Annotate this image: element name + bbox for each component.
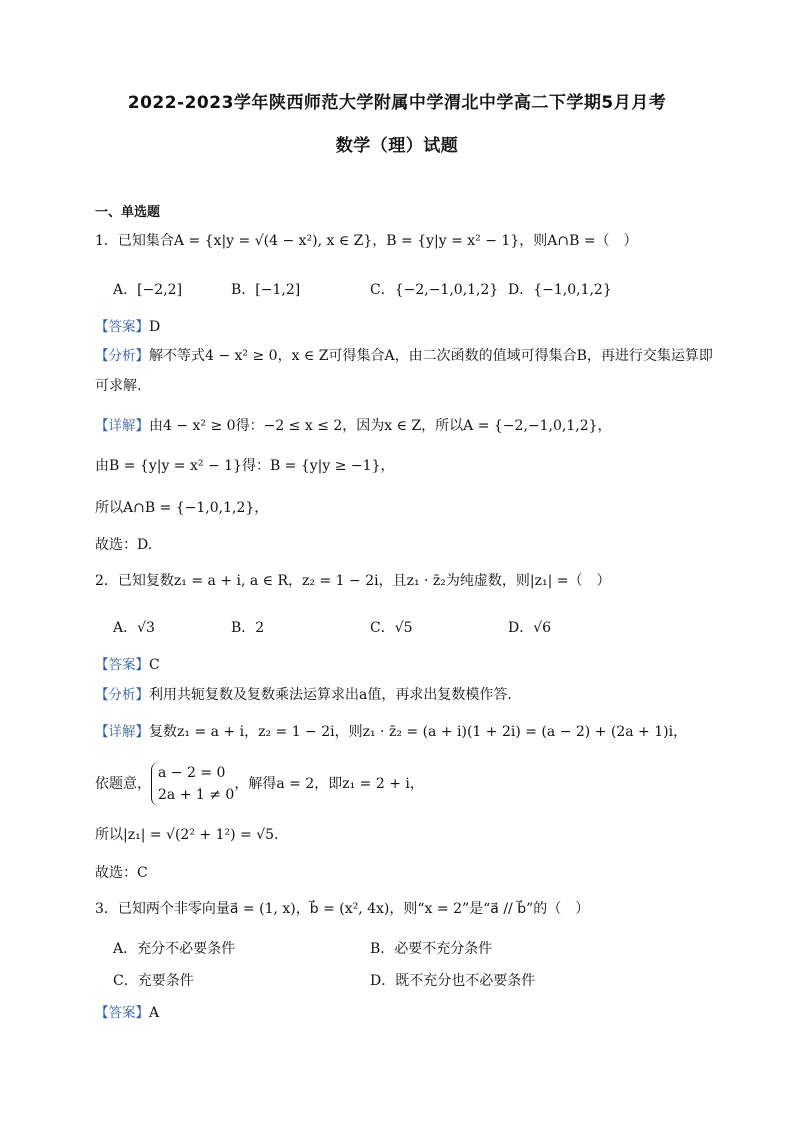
- q2-analysis-line: [95, 685, 735, 705]
- answer-tag: 【答案】: [95, 1005, 149, 1021]
- q3-answer: A: [149, 1005, 160, 1021]
- q1-answer: D: [149, 319, 161, 335]
- q1-analysis-cont: 可求解.: [95, 378, 142, 394]
- q3-stem: 3．已知两个非零向量a⃗ = (1, x)，b⃗ = (x², 4x)，则“x = 2”是“a⃗ // b⃗”的（ ）: [95, 901, 590, 917]
- q2-detail-line4: 故选：C: [95, 865, 148, 881]
- q1-detail-line2: 由B = {y|y = x² − 1}得：B = {y|y ≥ −1}，: [95, 458, 395, 474]
- q2-system-eq2: 2a + 1 ≠ 0: [158, 787, 235, 803]
- q2-analysis: 利用共轭复数及复数乘法运算求出a值，再求出复数模作答.: [149, 687, 512, 703]
- q2-detail-line3: 所以|z₁| = √(2² + 1²) = √5.: [95, 827, 279, 843]
- document-subtitle: 数学（理）试题: [335, 136, 459, 156]
- q1-option-d: D．{−1,0,1,2}: [508, 282, 612, 298]
- q1-stem: 1．已知集合A = {x|y = √(4 − x²), x ∈ Z}，B = {y|y = x² − 1}，则A∩B =（ ）: [95, 233, 638, 249]
- q1-option-c: C．{−2,−1,0,1,2}: [370, 282, 499, 298]
- q1-answer-line: [95, 317, 735, 337]
- q2-answer-line: [95, 655, 735, 675]
- q1-option-a: A．[−2,2]: [113, 282, 183, 298]
- q1-detail-line4: 故选：D.: [95, 537, 153, 553]
- q1-option-b: B．[−1,2]: [231, 282, 301, 298]
- q2-option-c: C．√5: [370, 620, 413, 636]
- q2-option-b: B．2: [231, 620, 265, 636]
- analysis-tag: 【分析】: [95, 687, 149, 703]
- answer-tag: 【答案】: [95, 657, 149, 673]
- q1-detail-line3: 所以A∩B = {−1,0,1,2}，: [95, 500, 269, 516]
- analysis-tag: 【分析】: [95, 348, 149, 364]
- q2-detail-line1: [95, 722, 735, 742]
- q1-detail1: 由4 − x² ≥ 0得：−2 ≤ x ≤ 2，因为x ∈ Z，所以A = {−2,−1,0,1,2}，: [149, 418, 612, 434]
- q2-system-eq1: a − 2 = 0: [158, 765, 226, 781]
- q2-stem: 2．已知复数z₁ = a + i, a ∈ R，z₂ = 1 − 2i，且z₁ · z̄₂为纯虚数，则|z₁| =（ ）: [95, 573, 611, 589]
- q1-analysis: 解不等式4 − x² ≥ 0，x ∈ Z可得集合A，由二次函数的值域可得集合B，再进行交集运算即: [149, 348, 713, 364]
- q2-option-a: A．√3: [113, 620, 155, 636]
- q2-detail-line2: [95, 762, 735, 806]
- q3-answer-line: [95, 1003, 735, 1023]
- document-title: 2022-2023学年陕西师范大学附属中学渭北中学高二下学期5月月考: [127, 93, 667, 113]
- q2-option-d: D．√6: [508, 620, 552, 636]
- q1-detail-line1: [95, 416, 735, 436]
- q2-detail1: 复数z₁ = a + i，z₂ = 1 − 2i，则z₁ · z̄₂ = (a + i)(1 + 2i) = (a − 2) + (2a + 1)i，: [149, 724, 688, 740]
- q2-answer: C: [149, 657, 160, 673]
- q2-detail2-post: ，解得a = 2，即z₁ = 2 + i，: [234, 776, 424, 792]
- section-heading: 一、单选题: [95, 205, 161, 220]
- q1-analysis-line: [95, 346, 735, 366]
- q3-option-a: A．充分不必要条件: [113, 941, 236, 957]
- detail-tag: 【详解】: [95, 724, 149, 740]
- equation-system: [151, 762, 234, 806]
- q3-option-c: C．充要条件: [113, 973, 194, 989]
- detail-tag: 【详解】: [95, 418, 149, 434]
- q3-option-d: D．既不充分也不必要条件: [370, 973, 536, 989]
- answer-tag: 【答案】: [95, 319, 149, 335]
- q2-detail2-pre: 依题意，: [95, 776, 151, 792]
- q3-option-b: B．必要不充分条件: [370, 941, 493, 957]
